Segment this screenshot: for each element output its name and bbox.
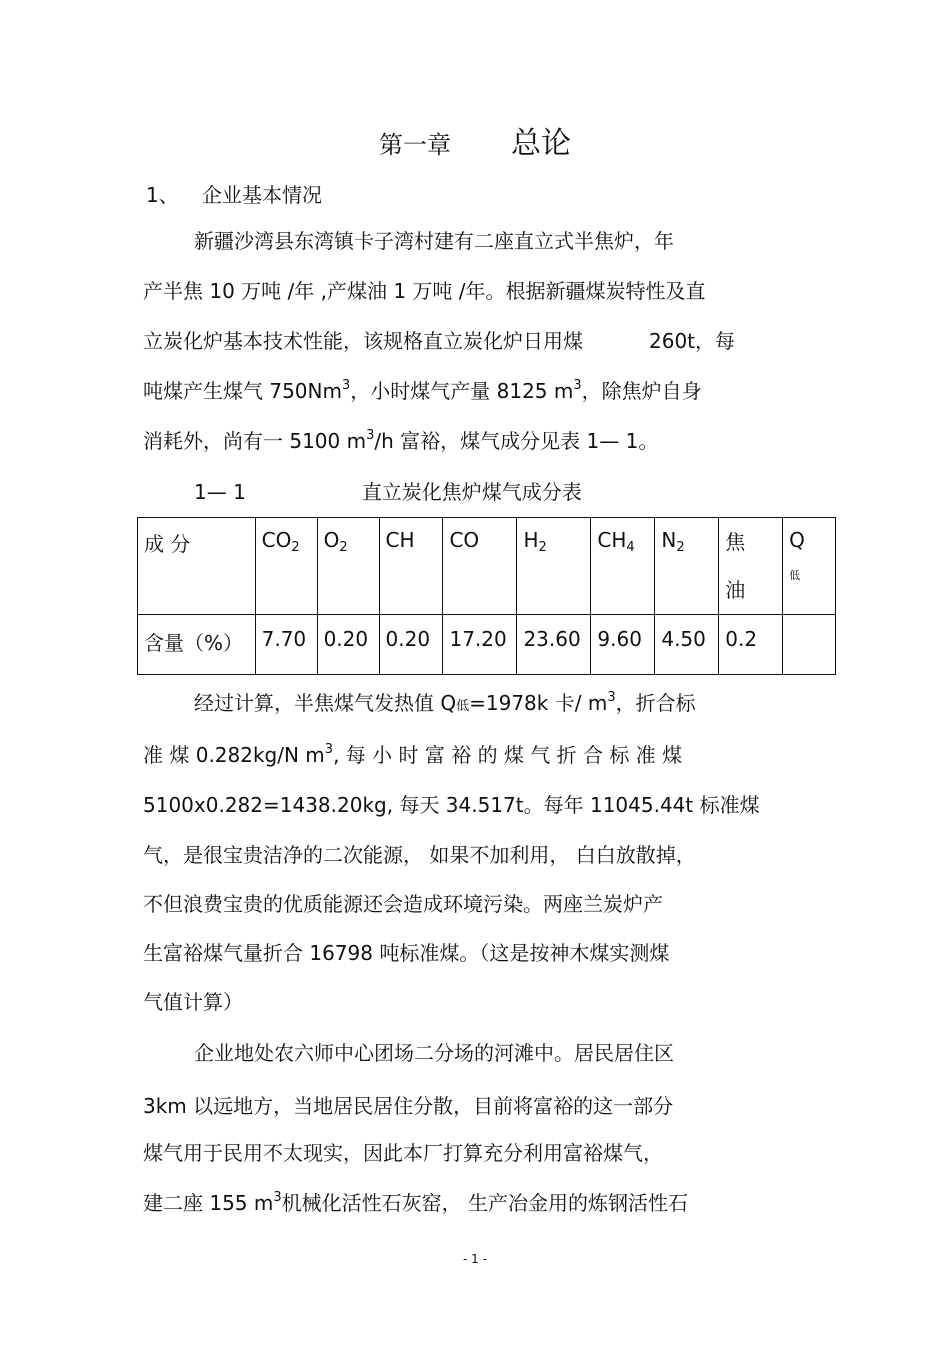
value-cell: 0.20	[379, 615, 443, 675]
value-cell	[783, 615, 836, 675]
header-cell: $N_2$	[655, 518, 719, 615]
paragraph-line: 建二座 155 $m^3$机械化活性石灰窑， 生产冶金用的炼钢活性石	[143, 1190, 689, 1215]
paragraph-line: 消耗外，尚有一 5100 $m^3/h$ 富裕，煤气成分见表 1— 1。	[143, 428, 659, 453]
table-number: 1— 1	[194, 480, 246, 504]
paragraph-line: 吨煤产生煤气 750Nm$^3$，小时煤气产量 8125 $m^3$，除焦炉自身	[143, 378, 702, 403]
chapter-name: 总论	[511, 126, 571, 161]
table-title: 直立炭化焦炉煤气成分表	[361, 480, 582, 504]
value-cell: 4.50	[655, 615, 719, 675]
header-cell: $CH_4$	[591, 518, 655, 615]
header-cell: $H_2$	[517, 518, 591, 615]
paragraph-line: 不但浪费宝贵的优质能源还会造成环境污染。两座兰炭炉产	[143, 892, 663, 916]
value-cell: 0.2	[719, 615, 783, 675]
value-cell: 9.60	[591, 615, 655, 675]
section-heading	[146, 180, 322, 210]
paragraph-line: 新疆沙湾县东湾镇卡子湾村建有二座直立式半焦炉，年	[194, 229, 674, 253]
chapter-title	[0, 124, 950, 165]
header-cell: 焦 油	[719, 518, 783, 615]
value-cell: 7.70	[255, 615, 317, 675]
paragraph-line: 立炭化炉基本技术性能，该规格直立炭化炉日用煤 260t，每	[143, 329, 736, 353]
section-title: 企业基本情况	[202, 183, 322, 207]
paragraph-line: 准 煤 0.282kg/N $m^3$, 每 小 时 富 裕 的 煤 气 折 合 标 准 煤	[143, 742, 683, 767]
value-cell: 0.20	[317, 615, 379, 675]
header-cell: Q $_低$	[783, 518, 836, 615]
paragraph-line: 企业地处农六师中心团场二分场的河滩中。居民居住区	[194, 1041, 674, 1065]
header-cell: CO	[443, 518, 517, 615]
table-header-row	[138, 518, 836, 615]
row-label: 含量（%）	[138, 615, 256, 675]
section-number: 1、	[146, 183, 179, 207]
paragraph-line: 经过计算，半焦煤气发热值 Q低=1978k 卡/ $m^3$，折合标	[194, 690, 696, 715]
paragraph-line: 产半焦 10 万吨 /年 ,产煤油 1 万吨 /年。根据新疆煤炭特性及直	[143, 279, 706, 303]
table-row	[138, 615, 836, 675]
paragraph-line: 气值计算）	[143, 990, 243, 1014]
paragraph-line: 3km 以远地方，当地居民居住分散，目前将富裕的这一部分	[143, 1094, 674, 1118]
gas-composition-table	[137, 517, 836, 675]
chapter-number: 第一章	[379, 131, 451, 159]
value-cell: 17.20	[443, 615, 517, 675]
paragraph-line: 煤气用于民用不太现实，因此本厂打算充分利用富裕煤气，	[143, 1141, 663, 1165]
page-number: - 1 -	[463, 1252, 487, 1266]
header-cell: $O_2$	[317, 518, 379, 615]
paragraph-line: 生富裕煤气量折合 16798 吨标准煤。（这是按神木煤实测煤	[143, 941, 670, 965]
paragraph-line: 气，是很宝贵洁净的二次能源， 如果不加利用， 白白放散掉，	[143, 843, 696, 867]
table-caption	[194, 477, 582, 507]
value-cell: 23.60	[517, 615, 591, 675]
header-cell: CH	[379, 518, 443, 615]
paragraph-line: 5100x0.282=1438.20kg, 每天 34.517t。每年 11045.44t 标准煤	[143, 793, 760, 817]
header-cell: $CO_2$	[255, 518, 317, 615]
header-cell: 成 分	[138, 518, 256, 615]
